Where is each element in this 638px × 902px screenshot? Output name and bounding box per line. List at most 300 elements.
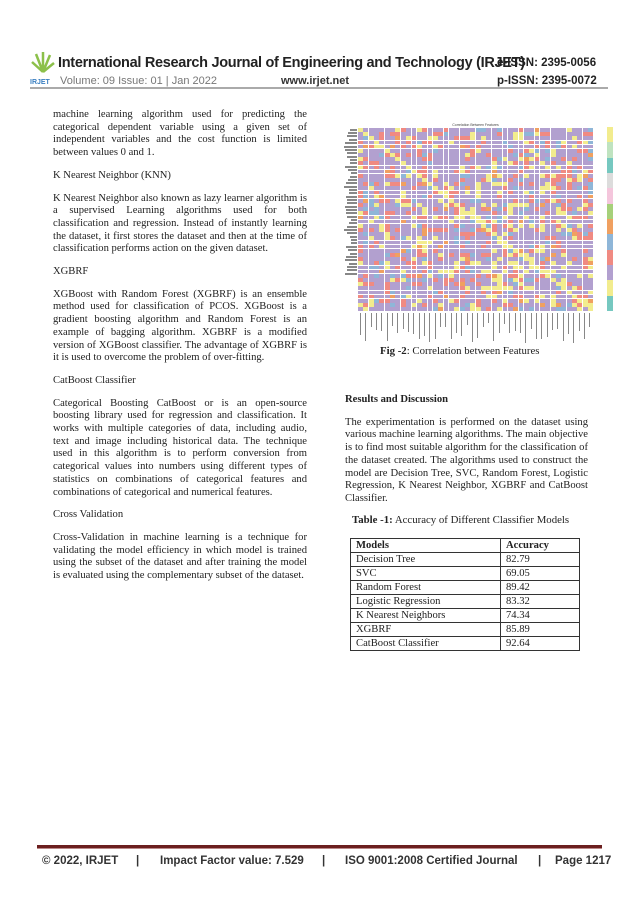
- heatmap-cell: [476, 245, 481, 249]
- heatmap-cell: [561, 245, 566, 249]
- row-label-mark: [347, 266, 357, 268]
- heatmap-cell: [503, 299, 508, 303]
- colorbar-segment: [607, 127, 613, 142]
- heatmap-cell: [577, 303, 582, 307]
- column-label-mark: [387, 313, 388, 341]
- heatmap-cell: [406, 282, 411, 286]
- heatmap-cell: [470, 174, 475, 178]
- heatmap-cell: [492, 286, 497, 290]
- heatmap-cell: [406, 228, 411, 232]
- heatmap-cell: [438, 191, 443, 195]
- heatmap-cell: [588, 286, 593, 290]
- heatmap-cell: [540, 211, 545, 215]
- heatmap-cell: [417, 241, 422, 245]
- heatmap-cell: [567, 266, 572, 270]
- heatmap-cell: [422, 170, 427, 174]
- heatmap-cell: [561, 236, 566, 240]
- heatmap-cell: [540, 141, 545, 145]
- heatmap-cell: [438, 166, 443, 170]
- heatmap-cell: [358, 303, 363, 307]
- heatmap-cell: [417, 286, 422, 290]
- heatmap-cell: [583, 266, 588, 270]
- heatmap-cell: [433, 149, 438, 153]
- heatmap-cell: [379, 224, 384, 228]
- heatmap-cell: [385, 128, 390, 132]
- heatmap-cell: [556, 274, 561, 278]
- heatmap-cell: [588, 149, 593, 153]
- row-label-mark: [345, 142, 357, 144]
- heatmap-cell: [535, 232, 540, 236]
- heatmap-cell: [374, 136, 379, 140]
- catboost-text: Categorical Boosting CatBoost or is an open-source boosting library used for regression and classification. It works with multiple categories of data, including audio, text and image including historical data. The technique used in this algorithm is to perform conversion from categorical values into numbers using different types of statistics on combinations of categorical features and combinations of categorical and numerical features.: [53, 397, 307, 498]
- heatmap-cell: [369, 299, 374, 303]
- heatmap-cell: [412, 261, 417, 265]
- heatmap-cell: [412, 270, 417, 274]
- heatmap-cell: [449, 278, 454, 282]
- heatmap-cell: [428, 261, 433, 265]
- heatmap-cell: [577, 211, 582, 215]
- heatmap-cell: [551, 228, 556, 232]
- heatmap-cell: [545, 178, 550, 182]
- heatmap-cell: [406, 161, 411, 165]
- heatmap-cell: [572, 299, 577, 303]
- header-rule: [30, 87, 608, 89]
- heatmap-cell: [363, 141, 368, 145]
- results-text: The experimentation is performed on the dataset using various machine learning algorithms. The main objective is to find most suitable algorithm for the classification of the dataset created. The algorithms used to construct the model are Decision Tree, SVC, Random Forest, Logistic Regression, K Nearest Neighbor, XGBRF and CatBoost Classifier.: [345, 416, 588, 504]
- heatmap-cell: [433, 186, 438, 190]
- heatmap-cell: [588, 178, 593, 182]
- heatmap-cell: [503, 174, 508, 178]
- heatmap-cell: [508, 182, 513, 186]
- heatmap-cell: [374, 166, 379, 170]
- heatmap-cell: [428, 186, 433, 190]
- heatmap-cell: [401, 145, 406, 149]
- heatmap-cell: [369, 178, 374, 182]
- heatmap-cell: [465, 241, 470, 245]
- heatmap-cell: [519, 211, 524, 215]
- heatmap-cell: [379, 132, 384, 136]
- heatmap-cell: [385, 232, 390, 236]
- heatmap-cell: [529, 224, 534, 228]
- heatmap-cell: [358, 199, 363, 203]
- heatmap-cell: [417, 266, 422, 270]
- row-label-mark: [351, 239, 357, 241]
- heatmap-cell: [379, 207, 384, 211]
- heatmap-cell: [486, 211, 491, 215]
- heatmap-cell: [363, 307, 368, 311]
- heatmap-cell: [529, 132, 534, 136]
- heatmap-cell: [572, 153, 577, 157]
- heatmap-cell: [486, 203, 491, 207]
- heatmap-cell: [524, 286, 529, 290]
- heatmap-cell: [379, 211, 384, 215]
- heatmap-cell: [588, 132, 593, 136]
- heatmap-cell: [358, 224, 363, 228]
- heatmap-cell: [433, 286, 438, 290]
- heatmap-cell: [540, 303, 545, 307]
- heatmap-cell: [588, 270, 593, 274]
- heatmap-cell: [545, 170, 550, 174]
- row-label-mark: [345, 206, 357, 208]
- column-label-mark: [472, 313, 473, 342]
- heatmap-cell: [412, 241, 417, 245]
- heatmap-cell: [363, 178, 368, 182]
- heatmap-cell: [422, 191, 427, 195]
- xgbrf-text: XGBoost with Random Forest (XGBRF) is an ensemble method used for classification of PCOS. XGBoost is a gradient boosting algorithm and Random Forest is an example of bagging algorithm. XGBRF is a modified version of XGBoost classifier. The advantage of XGBRF is it is used to overcome the problem of over-fitting.: [53, 288, 307, 364]
- heatmap-cell: [567, 286, 572, 290]
- column-label-mark: [547, 313, 548, 337]
- heatmap-cell: [470, 157, 475, 161]
- heatmap-cell: [551, 149, 556, 153]
- heatmap-cell: [529, 291, 534, 295]
- heatmap-cell: [524, 182, 529, 186]
- heatmap-cell: [438, 199, 443, 203]
- heatmap-cell: [449, 191, 454, 195]
- heatmap-cell: [583, 270, 588, 274]
- heatmap-cell: [433, 182, 438, 186]
- heatmap-cell: [540, 253, 545, 257]
- heatmap-cell: [444, 166, 449, 170]
- heatmap-cell: [417, 195, 422, 199]
- heatmap-cell: [433, 236, 438, 240]
- heatmap-cell: [454, 282, 459, 286]
- heatmap-cell: [508, 136, 513, 140]
- heatmap-cell: [454, 191, 459, 195]
- heatmap-cell: [412, 228, 417, 232]
- heatmap-cell: [588, 307, 593, 311]
- row-label-mark: [350, 162, 357, 164]
- heatmap-cell: [395, 236, 400, 240]
- heatmap-cell: [417, 174, 422, 178]
- heatmap-cell: [412, 157, 417, 161]
- heatmap-cell: [561, 203, 566, 207]
- heatmap-cell: [422, 299, 427, 303]
- heatmap-cell: [503, 220, 508, 224]
- heatmap-cell: [481, 132, 486, 136]
- heatmap-cell: [374, 149, 379, 153]
- heatmap-cell: [561, 295, 566, 299]
- heatmap-cell: [481, 149, 486, 153]
- heatmap-cell: [577, 132, 582, 136]
- footer-impact: Impact Factor value: 7.529: [160, 855, 304, 867]
- heatmap-cell: [363, 295, 368, 299]
- heatmap-cell: [508, 220, 513, 224]
- heatmap-cell: [460, 299, 465, 303]
- heatmap-cell: [358, 166, 363, 170]
- heatmap-cell: [476, 216, 481, 220]
- heatmap-cell: [513, 207, 518, 211]
- heatmap-cell: [481, 153, 486, 157]
- heatmap-cell: [545, 161, 550, 165]
- heatmap-cell: [422, 295, 427, 299]
- heatmap-cell: [465, 199, 470, 203]
- colorbar-segment: [607, 219, 613, 234]
- heatmap-cell: [583, 166, 588, 170]
- heatmap-cell: [492, 282, 497, 286]
- accuracy-cell: 89.42: [501, 581, 580, 595]
- column-label-mark: [477, 313, 478, 338]
- heatmap-cell: [358, 295, 363, 299]
- heatmap-cell: [545, 257, 550, 261]
- heatmap-cell: [379, 261, 384, 265]
- heatmap-cell: [460, 224, 465, 228]
- heatmap-cell: [519, 157, 524, 161]
- heatmap-cell: [561, 149, 566, 153]
- heatmap-cell: [369, 216, 374, 220]
- heatmap-cell: [497, 278, 502, 282]
- heatmap-cell: [358, 153, 363, 157]
- heatmap-cell: [417, 186, 422, 190]
- heatmap-cell: [567, 207, 572, 211]
- heatmap-cell: [508, 241, 513, 245]
- heatmap-cell: [412, 191, 417, 195]
- heatmap-cell: [545, 216, 550, 220]
- heatmap-cell: [486, 241, 491, 245]
- heatmap-cell: [417, 170, 422, 174]
- heatmap-cell: [363, 266, 368, 270]
- heatmap-cell: [513, 261, 518, 265]
- heatmap-cell: [417, 291, 422, 295]
- heatmap-cell: [561, 224, 566, 228]
- heatmap-cell: [572, 270, 577, 274]
- heatmap-cell: [385, 278, 390, 282]
- heatmap-cell: [395, 257, 400, 261]
- heatmap-cell: [460, 261, 465, 265]
- heatmap-cell: [577, 224, 582, 228]
- heatmap-cell: [401, 149, 406, 153]
- heatmap-cell: [503, 128, 508, 132]
- heatmap-cell: [492, 236, 497, 240]
- heatmap-cell: [503, 303, 508, 307]
- heatmap-cell: [588, 228, 593, 232]
- heatmap-cell: [529, 228, 534, 232]
- heatmap-cell: [454, 261, 459, 265]
- heatmap-cell: [369, 186, 374, 190]
- heatmap-cell: [369, 291, 374, 295]
- heatmap-cell: [588, 220, 593, 224]
- heatmap-cell: [395, 153, 400, 157]
- heatmap-cell: [588, 186, 593, 190]
- heatmap-cell: [497, 195, 502, 199]
- heatmap-cell: [567, 307, 572, 311]
- heatmap-cell: [481, 228, 486, 232]
- heatmap-cell: [481, 174, 486, 178]
- heatmap-cell: [540, 261, 545, 265]
- heatmap-cell: [438, 145, 443, 149]
- heatmap-cell: [551, 278, 556, 282]
- heatmap-cell: [567, 145, 572, 149]
- heatmap-cell: [412, 178, 417, 182]
- heatmap-cell: [449, 182, 454, 186]
- heatmap-cell: [438, 174, 443, 178]
- heatmap-cell: [577, 291, 582, 295]
- heatmap-cell: [561, 170, 566, 174]
- heatmap-cell: [503, 245, 508, 249]
- heatmap-cell: [572, 199, 577, 203]
- heatmap-cell: [567, 303, 572, 307]
- heatmap-cell: [588, 136, 593, 140]
- heatmap-cell: [422, 241, 427, 245]
- heatmap-cell: [422, 228, 427, 232]
- heatmap-cell: [470, 245, 475, 249]
- heatmap-cell: [572, 295, 577, 299]
- heatmap-cell: [358, 291, 363, 295]
- heatmap-cell: [503, 216, 508, 220]
- heatmap-cell: [395, 174, 400, 178]
- heatmap-cell: [519, 136, 524, 140]
- heatmap-cell: [358, 257, 363, 261]
- heatmap-cell: [497, 132, 502, 136]
- heatmap-cell: [363, 261, 368, 265]
- heatmap-cell: [417, 220, 422, 224]
- heatmap-cell: [551, 128, 556, 132]
- heatmap-grid: [358, 128, 593, 311]
- heatmap-cell: [545, 278, 550, 282]
- heatmap-cell: [454, 157, 459, 161]
- heatmap-cell: [449, 157, 454, 161]
- heatmap-cell: [513, 266, 518, 270]
- heatmap-cell: [513, 274, 518, 278]
- heatmap-cell: [358, 141, 363, 145]
- column-label-mark: [504, 313, 505, 324]
- heatmap-cell: [556, 303, 561, 307]
- heatmap-cell: [535, 132, 540, 136]
- heatmap-cell: [406, 241, 411, 245]
- heatmap-cell: [444, 270, 449, 274]
- heatmap-cell: [556, 270, 561, 274]
- heatmap-cell: [363, 286, 368, 290]
- heatmap-cell: [369, 170, 374, 174]
- heatmap-cell: [545, 166, 550, 170]
- heatmap-cell: [358, 232, 363, 236]
- heatmap-cell: [460, 166, 465, 170]
- heatmap-cell: [395, 224, 400, 228]
- heatmap-cell: [551, 261, 556, 265]
- heatmap-cell: [577, 257, 582, 261]
- column-label-mark: [536, 313, 537, 339]
- heatmap-cell: [577, 270, 582, 274]
- heatmap-cell: [540, 149, 545, 153]
- heatmap-cell: [460, 178, 465, 182]
- heatmap-cell: [358, 170, 363, 174]
- row-label-mark: [346, 212, 357, 214]
- heatmap-cell: [460, 174, 465, 178]
- heatmap-cell: [540, 232, 545, 236]
- heatmap-cell: [529, 136, 534, 140]
- heatmap-cell: [577, 245, 582, 249]
- heatmap-cell: [588, 199, 593, 203]
- heatmap-cell: [385, 161, 390, 165]
- heatmap-cell: [524, 186, 529, 190]
- heatmap-cell: [363, 191, 368, 195]
- heatmap-cell: [476, 249, 481, 253]
- heatmap-cell: [535, 295, 540, 299]
- heatmap-cell: [508, 307, 513, 311]
- heatmap-cell: [363, 149, 368, 153]
- heatmap-cell: [412, 266, 417, 270]
- heatmap-cell: [481, 278, 486, 282]
- heatmap-cell: [540, 278, 545, 282]
- heatmap-cell: [519, 149, 524, 153]
- heatmap-cell: [508, 211, 513, 215]
- heatmap-cell: [492, 195, 497, 199]
- heatmap-cell: [577, 191, 582, 195]
- heatmap-cell: [481, 166, 486, 170]
- heatmap-cell: [460, 220, 465, 224]
- heatmap-cell: [449, 216, 454, 220]
- column-label-mark: [499, 313, 500, 333]
- heatmap-cell: [401, 136, 406, 140]
- heatmap-cell: [465, 178, 470, 182]
- heatmap-cell: [369, 191, 374, 195]
- heatmap-cell: [535, 161, 540, 165]
- heatmap-cell: [385, 182, 390, 186]
- heatmap-cell: [535, 149, 540, 153]
- heatmap-cell: [438, 128, 443, 132]
- heatmap-cell: [519, 307, 524, 311]
- heatmap-cell: [379, 236, 384, 240]
- heatmap-cell: [379, 161, 384, 165]
- heatmap-cell: [545, 253, 550, 257]
- heatmap-cell: [503, 145, 508, 149]
- heatmap-cell: [428, 199, 433, 203]
- heatmap-cell: [529, 307, 534, 311]
- heatmap-cell: [577, 161, 582, 165]
- footer-rule: [37, 845, 602, 849]
- heatmap-cell: [374, 132, 379, 136]
- heatmap-cell: [406, 191, 411, 195]
- heatmap-cell: [492, 307, 497, 311]
- heatmap-cell: [561, 136, 566, 140]
- heatmap-cell: [524, 228, 529, 232]
- heatmap-cell: [358, 282, 363, 286]
- column-label-mark: [493, 313, 494, 341]
- heatmap-cell: [444, 261, 449, 265]
- column-label-mark: [440, 313, 441, 327]
- heatmap-cell: [583, 261, 588, 265]
- heatmap-cell: [572, 216, 577, 220]
- heatmap-cell: [428, 241, 433, 245]
- heatmap-cell: [551, 224, 556, 228]
- heatmap-cell: [567, 203, 572, 207]
- heatmap-cell: [401, 141, 406, 145]
- heatmap-cell: [460, 145, 465, 149]
- heatmap-cell: [438, 245, 443, 249]
- heatmap-cell: [454, 153, 459, 157]
- heatmap-cell: [444, 307, 449, 311]
- heatmap-cell: [454, 274, 459, 278]
- heatmap-cell: [540, 224, 545, 228]
- heatmap-cell: [465, 257, 470, 261]
- heatmap-cell: [358, 145, 363, 149]
- heatmap-cell: [572, 203, 577, 207]
- heatmap-cell: [444, 186, 449, 190]
- heatmap-cell: [535, 186, 540, 190]
- heatmap-cell: [417, 224, 422, 228]
- heatmap-cell: [492, 220, 497, 224]
- heatmap-cell: [535, 153, 540, 157]
- heatmap-cell: [395, 299, 400, 303]
- heatmap-cell: [492, 299, 497, 303]
- heatmap-cell: [545, 307, 550, 311]
- column-label-mark: [579, 313, 580, 331]
- column-label-mark: [435, 313, 436, 339]
- website-link[interactable]: www.irjet.net: [281, 75, 350, 87]
- heatmap-cell: [454, 307, 459, 311]
- heatmap-cell: [540, 307, 545, 311]
- heatmap-cell: [379, 266, 384, 270]
- heatmap-cell: [476, 153, 481, 157]
